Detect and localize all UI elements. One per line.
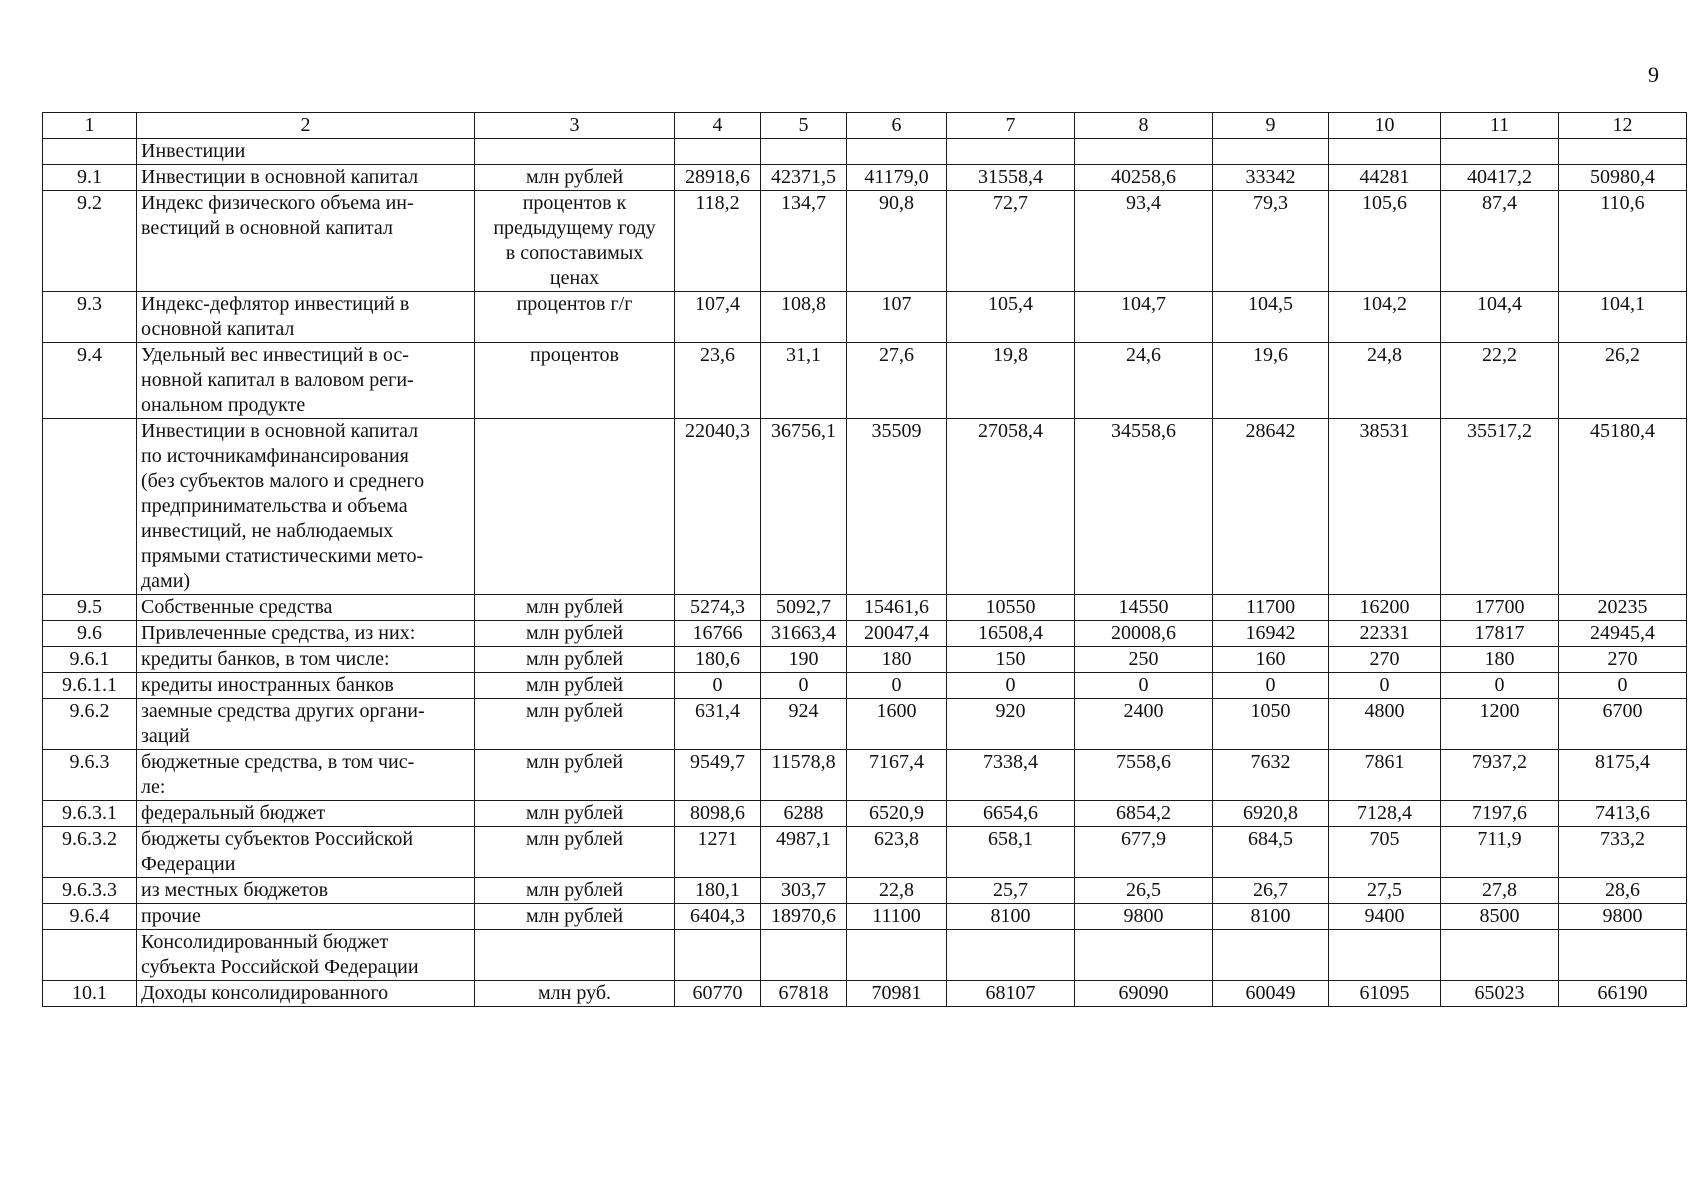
value-cell: 6920,8 <box>1213 801 1329 827</box>
row-code-cell: 9.6.1 <box>43 647 137 673</box>
table-row <box>43 621 1687 647</box>
value-cell: 5092,7 <box>761 595 847 621</box>
value-cell: 41179,0 <box>847 165 947 191</box>
indicator-name-cell: федеральный бюджет <box>137 801 475 827</box>
value-cell: 22040,3 <box>675 419 761 595</box>
value-cell: 110,6 <box>1559 191 1687 292</box>
value-cell: 20235 <box>1559 595 1687 621</box>
value-cell: 38531 <box>1329 419 1441 595</box>
value-cell <box>947 930 1075 981</box>
value-cell: 15461,6 <box>847 595 947 621</box>
indicator-name-cell: бюджетные средства, в том чис- ле: <box>137 750 475 801</box>
value-cell: 11578,8 <box>761 750 847 801</box>
value-cell: 104,7 <box>1075 292 1213 343</box>
unit-cell: млн рублей <box>475 878 675 904</box>
unit-cell: млн рублей <box>475 750 675 801</box>
value-cell: 7861 <box>1329 750 1441 801</box>
value-cell: 16942 <box>1213 621 1329 647</box>
value-cell: 31558,4 <box>947 165 1075 191</box>
value-cell: 67818 <box>761 981 847 1007</box>
row-code-cell: 9.6.2 <box>43 699 137 750</box>
value-cell <box>1441 930 1559 981</box>
column-number-row <box>43 113 1687 139</box>
value-cell: 6854,2 <box>1075 801 1213 827</box>
unit-cell: млн рублей <box>475 165 675 191</box>
value-cell: 105,4 <box>947 292 1075 343</box>
value-cell: 0 <box>675 673 761 699</box>
value-cell: 1600 <box>847 699 947 750</box>
value-cell: 28918,6 <box>675 165 761 191</box>
value-cell: 104,2 <box>1329 292 1441 343</box>
value-cell: 920 <box>947 699 1075 750</box>
column-number-cell: 6 <box>847 113 947 139</box>
table-row <box>43 647 1687 673</box>
value-cell: 7937,2 <box>1441 750 1559 801</box>
value-cell: 35509 <box>847 419 947 595</box>
unit-cell <box>475 930 675 981</box>
table-row <box>43 827 1687 878</box>
value-cell: 17817 <box>1441 621 1559 647</box>
indicator-name-cell: прочие <box>137 904 475 930</box>
indicator-name-cell: кредиты иностранных банков <box>137 673 475 699</box>
unit-cell: млн рублей <box>475 647 675 673</box>
value-cell: 60049 <box>1213 981 1329 1007</box>
value-cell: 40258,6 <box>1075 165 1213 191</box>
value-cell: 623,8 <box>847 827 947 878</box>
row-code-cell: 9.6.3 <box>43 750 137 801</box>
value-cell <box>947 139 1075 165</box>
value-cell: 150 <box>947 647 1075 673</box>
value-cell: 4987,1 <box>761 827 847 878</box>
value-cell: 107,4 <box>675 292 761 343</box>
unit-cell: млн рублей <box>475 699 675 750</box>
value-cell: 5274,3 <box>675 595 761 621</box>
table-row <box>43 139 1687 165</box>
value-cell: 28,6 <box>1559 878 1687 904</box>
value-cell: 711,9 <box>1441 827 1559 878</box>
value-cell <box>1213 930 1329 981</box>
value-cell: 7338,4 <box>947 750 1075 801</box>
table-row <box>43 904 1687 930</box>
table-row <box>43 750 1687 801</box>
value-cell: 24,6 <box>1075 343 1213 419</box>
row-code-cell <box>43 139 137 165</box>
value-cell: 118,2 <box>675 191 761 292</box>
unit-cell: млн рублей <box>475 801 675 827</box>
unit-cell: млн рублей <box>475 904 675 930</box>
row-code-cell <box>43 419 137 595</box>
table-row <box>43 292 1687 343</box>
value-cell: 6288 <box>761 801 847 827</box>
value-cell <box>1559 139 1687 165</box>
value-cell: 22,2 <box>1441 343 1559 419</box>
value-cell: 36756,1 <box>761 419 847 595</box>
value-cell: 107 <box>847 292 947 343</box>
value-cell: 26,2 <box>1559 343 1687 419</box>
value-cell: 16766 <box>675 621 761 647</box>
value-cell: 31663,4 <box>761 621 847 647</box>
value-cell: 18970,6 <box>761 904 847 930</box>
value-cell: 0 <box>1441 673 1559 699</box>
value-cell: 1271 <box>675 827 761 878</box>
value-cell: 93,4 <box>1075 191 1213 292</box>
unit-cell: процентов <box>475 343 675 419</box>
value-cell: 11700 <box>1213 595 1329 621</box>
value-cell: 11100 <box>847 904 947 930</box>
indicator-name-cell: бюджеты субъектов Российской Федерации <box>137 827 475 878</box>
value-cell: 0 <box>947 673 1075 699</box>
value-cell: 31,1 <box>761 343 847 419</box>
indicator-name-cell: Собственные средства <box>137 595 475 621</box>
value-cell: 16200 <box>1329 595 1441 621</box>
unit-cell: процентов к предыдущему году в сопоставимых ценах <box>475 191 675 292</box>
row-code-cell: 9.6.3.2 <box>43 827 137 878</box>
value-cell: 50980,4 <box>1559 165 1687 191</box>
table-row <box>43 343 1687 419</box>
value-cell: 180,6 <box>675 647 761 673</box>
value-cell: 8175,4 <box>1559 750 1687 801</box>
row-code-cell: 9.4 <box>43 343 137 419</box>
value-cell: 70981 <box>847 981 947 1007</box>
value-cell <box>761 930 847 981</box>
value-cell: 61095 <box>1329 981 1441 1007</box>
value-cell: 105,6 <box>1329 191 1441 292</box>
value-cell: 17700 <box>1441 595 1559 621</box>
value-cell: 60770 <box>675 981 761 1007</box>
value-cell: 180 <box>1441 647 1559 673</box>
value-cell: 27,6 <box>847 343 947 419</box>
indicator-name-cell: Консолидированный бюджет субъекта Российской Федерации <box>137 930 475 981</box>
value-cell: 270 <box>1329 647 1441 673</box>
row-code-cell: 9.6.3.3 <box>43 878 137 904</box>
value-cell: 14550 <box>1075 595 1213 621</box>
column-number-cell: 3 <box>475 113 675 139</box>
value-cell: 658,1 <box>947 827 1075 878</box>
value-cell: 72,7 <box>947 191 1075 292</box>
value-cell: 7632 <box>1213 750 1329 801</box>
value-cell: 16508,4 <box>947 621 1075 647</box>
value-cell: 8500 <box>1441 904 1559 930</box>
value-cell: 180,1 <box>675 878 761 904</box>
value-cell <box>1559 930 1687 981</box>
value-cell: 705 <box>1329 827 1441 878</box>
column-number-cell: 1 <box>43 113 137 139</box>
unit-cell: млн рублей <box>475 621 675 647</box>
unit-cell: млн рублей <box>475 595 675 621</box>
indicator-name-cell: Индекс-дефлятор инвестиций в основной капитал <box>137 292 475 343</box>
value-cell: 65023 <box>1441 981 1559 1007</box>
value-cell <box>1213 139 1329 165</box>
value-cell: 677,9 <box>1075 827 1213 878</box>
unit-cell: млн рублей <box>475 673 675 699</box>
column-number-cell: 8 <box>1075 113 1213 139</box>
value-cell: 20008,6 <box>1075 621 1213 647</box>
unit-cell: млн рублей <box>475 827 675 878</box>
value-cell: 20047,4 <box>847 621 947 647</box>
table-row <box>43 165 1687 191</box>
value-cell: 104,4 <box>1441 292 1559 343</box>
value-cell: 7558,6 <box>1075 750 1213 801</box>
value-cell: 79,3 <box>1213 191 1329 292</box>
table-row <box>43 673 1687 699</box>
value-cell: 42371,5 <box>761 165 847 191</box>
indicator-name-cell: заемные средства других органи- заций <box>137 699 475 750</box>
row-code-cell: 9.6 <box>43 621 137 647</box>
value-cell: 108,8 <box>761 292 847 343</box>
value-cell: 69090 <box>1075 981 1213 1007</box>
table-row <box>43 419 1687 595</box>
value-cell: 684,5 <box>1213 827 1329 878</box>
value-cell <box>761 139 847 165</box>
row-code-cell: 9.1 <box>43 165 137 191</box>
value-cell: 27,8 <box>1441 878 1559 904</box>
value-cell: 8100 <box>947 904 1075 930</box>
value-cell: 35517,2 <box>1441 419 1559 595</box>
indicator-name-cell: Инвестиции в основной капитал <box>137 165 475 191</box>
table-row <box>43 699 1687 750</box>
value-cell: 7197,6 <box>1441 801 1559 827</box>
table-row <box>43 930 1687 981</box>
column-number-cell: 9 <box>1213 113 1329 139</box>
value-cell: 22,8 <box>847 878 947 904</box>
value-cell: 0 <box>1213 673 1329 699</box>
value-cell: 24,8 <box>1329 343 1441 419</box>
column-number-cell: 10 <box>1329 113 1441 139</box>
value-cell: 250 <box>1075 647 1213 673</box>
value-cell: 19,8 <box>947 343 1075 419</box>
row-code-cell: 9.2 <box>43 191 137 292</box>
value-cell: 303,7 <box>761 878 847 904</box>
indicator-name-cell: из местных бюджетов <box>137 878 475 904</box>
value-cell: 9400 <box>1329 904 1441 930</box>
table-row <box>43 981 1687 1007</box>
value-cell <box>675 139 761 165</box>
page-number: 9 <box>1648 62 1659 87</box>
table-row <box>43 878 1687 904</box>
indicator-name-cell: Индекс физического объема ин- вестиций в основной капитал <box>137 191 475 292</box>
table-row <box>43 801 1687 827</box>
value-cell <box>847 930 947 981</box>
unit-cell <box>475 419 675 595</box>
value-cell: 0 <box>1075 673 1213 699</box>
value-cell: 6700 <box>1559 699 1687 750</box>
value-cell: 104,5 <box>1213 292 1329 343</box>
indicator-name-cell: кредиты банков, в том числе: <box>137 647 475 673</box>
value-cell <box>675 930 761 981</box>
value-cell <box>1075 930 1213 981</box>
column-number-cell: 5 <box>761 113 847 139</box>
column-number-cell: 7 <box>947 113 1075 139</box>
value-cell: 180 <box>847 647 947 673</box>
value-cell: 0 <box>761 673 847 699</box>
value-cell: 68107 <box>947 981 1075 1007</box>
row-code-cell: 9.6.3.1 <box>43 801 137 827</box>
row-code-cell <box>43 930 137 981</box>
value-cell: 2400 <box>1075 699 1213 750</box>
column-number-cell: 2 <box>137 113 475 139</box>
value-cell: 190 <box>761 647 847 673</box>
table-row <box>43 191 1687 292</box>
unit-cell <box>475 139 675 165</box>
indicator-name-cell: Инвестиции в основной капитал по источникамфинансирования (без субъектов малого и среднего предпринимательства и объема инвестиций, не наблюдаемых прямыми статистическими мето- дами) <box>137 419 475 595</box>
value-cell: 7413,6 <box>1559 801 1687 827</box>
value-cell: 26,7 <box>1213 878 1329 904</box>
indicator-name-cell: Инвестиции <box>137 139 475 165</box>
indicator-name-cell: Удельный вес инвестиций в ос- новной капитал в валовом реги- ональном продукте <box>137 343 475 419</box>
value-cell: 45180,4 <box>1559 419 1687 595</box>
value-cell: 27,5 <box>1329 878 1441 904</box>
value-cell: 1050 <box>1213 699 1329 750</box>
value-cell: 26,5 <box>1075 878 1213 904</box>
value-cell: 9800 <box>1075 904 1213 930</box>
value-cell: 28642 <box>1213 419 1329 595</box>
row-code-cell: 9.6.1.1 <box>43 673 137 699</box>
value-cell: 19,6 <box>1213 343 1329 419</box>
value-cell: 6404,3 <box>675 904 761 930</box>
value-cell: 7128,4 <box>1329 801 1441 827</box>
value-cell: 134,7 <box>761 191 847 292</box>
value-cell: 27058,4 <box>947 419 1075 595</box>
value-cell: 22331 <box>1329 621 1441 647</box>
value-cell: 631,4 <box>675 699 761 750</box>
value-cell: 160 <box>1213 647 1329 673</box>
indicator-name-cell: Привлеченные средства, из них: <box>137 621 475 647</box>
value-cell: 44281 <box>1329 165 1441 191</box>
value-cell: 733,2 <box>1559 827 1687 878</box>
value-cell: 4800 <box>1329 699 1441 750</box>
value-cell: 0 <box>1329 673 1441 699</box>
value-cell: 6520,9 <box>847 801 947 827</box>
value-cell: 924 <box>761 699 847 750</box>
unit-cell: процентов г/г <box>475 292 675 343</box>
value-cell: 25,7 <box>947 878 1075 904</box>
value-cell: 23,6 <box>675 343 761 419</box>
row-code-cell: 9.5 <box>43 595 137 621</box>
value-cell: 104,1 <box>1559 292 1687 343</box>
unit-cell: млн руб. <box>475 981 675 1007</box>
value-cell: 34558,6 <box>1075 419 1213 595</box>
value-cell: 7167,4 <box>847 750 947 801</box>
row-code-cell: 9.3 <box>43 292 137 343</box>
value-cell <box>1329 139 1441 165</box>
value-cell: 87,4 <box>1441 191 1559 292</box>
value-cell: 0 <box>847 673 947 699</box>
value-cell: 10550 <box>947 595 1075 621</box>
indicator-name-cell: Доходы консолидированного <box>137 981 475 1007</box>
value-cell <box>847 139 947 165</box>
value-cell: 0 <box>1559 673 1687 699</box>
column-number-cell: 11 <box>1441 113 1559 139</box>
value-cell: 270 <box>1559 647 1687 673</box>
value-cell <box>1075 139 1213 165</box>
row-code-cell: 9.6.4 <box>43 904 137 930</box>
value-cell: 90,8 <box>847 191 947 292</box>
value-cell <box>1441 139 1559 165</box>
value-cell: 24945,4 <box>1559 621 1687 647</box>
table-row <box>43 595 1687 621</box>
value-cell: 33342 <box>1213 165 1329 191</box>
value-cell: 8100 <box>1213 904 1329 930</box>
indicators-table <box>42 112 1687 1007</box>
column-number-cell: 4 <box>675 113 761 139</box>
value-cell: 9549,7 <box>675 750 761 801</box>
value-cell: 6654,6 <box>947 801 1075 827</box>
value-cell: 8098,6 <box>675 801 761 827</box>
value-cell: 66190 <box>1559 981 1687 1007</box>
value-cell <box>1329 930 1441 981</box>
column-number-cell: 12 <box>1559 113 1687 139</box>
row-code-cell: 10.1 <box>43 981 137 1007</box>
value-cell: 40417,2 <box>1441 165 1559 191</box>
value-cell: 9800 <box>1559 904 1687 930</box>
value-cell: 1200 <box>1441 699 1559 750</box>
